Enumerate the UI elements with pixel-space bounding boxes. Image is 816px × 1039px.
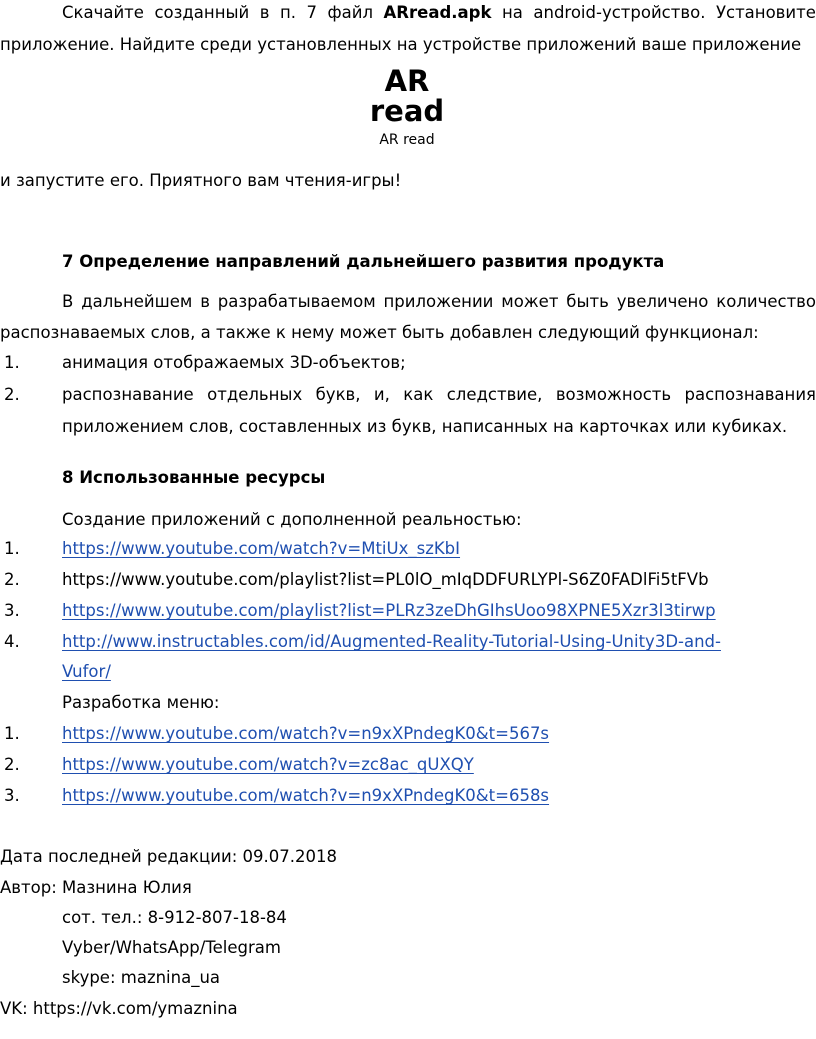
resource-link[interactable]: http://www.instructables.com/id/Augmented-Reality-Tutorial-Using-Unity3D-and- (62, 632, 721, 651)
author-phone: сот. тел.: 8-912-807-18-84 (62, 908, 287, 927)
resource-url-text: https://www.youtube.com/playlist?list=PL0lO_mIqDDFURLYPl-S6Z0FADlFi5tFVb (62, 570, 709, 589)
author-name: Мазнина Юлия (62, 878, 192, 897)
intro-word: Установите (715, 3, 816, 22)
paragraph-word: в (200, 292, 210, 311)
paragraph-word: разрабатываемом (217, 292, 376, 311)
last-edit-date: Дата последней редакции: 09.07.2018 (0, 847, 338, 866)
intro-word: Скачайте (62, 3, 144, 22)
ar-resources-label: Создание приложений с дополненной реальностью: (62, 510, 522, 529)
list-word: отдельных (207, 385, 303, 404)
intro-line-1 (62, 2, 816, 24)
intro-word: android-устройство. (533, 3, 706, 22)
section-7-paragraph-line-1 (62, 291, 816, 313)
resource-link[interactable]: https://www.youtube.com/watch?v=n9xXPndegK0&t=658s (62, 786, 550, 805)
resource-link[interactable]: https://www.youtube.com/watch?v=MtiUx_szKbI (62, 539, 461, 558)
app-icon-word-read: read (369, 94, 445, 128)
author-vk: VK: https://vk.com/ymaznina (0, 999, 238, 1018)
list-word: распознавания (684, 385, 816, 404)
author-messengers: Vyber/WhatsApp/Telegram (62, 938, 281, 957)
list-word: следствие, (446, 385, 543, 404)
list-item-text: анимация отображаемых 3D-объектов; (62, 353, 406, 372)
list-word: распознавание (62, 385, 194, 404)
list-item-text-line-2: приложением слов, составленных из букв, написанных на карточках или кубиках. (62, 417, 788, 436)
ar-read-app-icon (365, 66, 449, 148)
menu-resources-label: Разработка меню: (62, 693, 220, 712)
author-row (0, 877, 816, 899)
list-number: 2. (4, 385, 20, 404)
intro-word: на (501, 3, 523, 22)
section-7-heading: 7 Определение направлений дальнейшего развития продукта (62, 252, 665, 271)
app-icon-caption: AR read (379, 132, 435, 148)
list-number: 4. (4, 632, 20, 651)
intro-word: п. (279, 3, 297, 22)
list-number: 3. (4, 601, 20, 620)
paragraph-word: В (62, 292, 74, 311)
list-number: 3. (4, 786, 20, 805)
paragraph-word: количество (716, 292, 816, 311)
list-word: как (403, 385, 434, 404)
list-number: 2. (4, 755, 20, 774)
intro-line-2: приложение. Найдите среди установленных на устройстве приложений ваше приложение (0, 35, 802, 54)
list-word: возможность (555, 385, 672, 404)
author-skype: skype: maznina_ua (62, 968, 221, 987)
paragraph-word: дальнейшем (81, 292, 193, 311)
app-icon-word-ar: AR (384, 64, 430, 98)
apk-file-name: ARread.apk (383, 3, 492, 22)
resource-link[interactable]: https://www.youtube.com/watch?v=zc8ac_qUXQY (62, 755, 474, 774)
list-number: 1. (4, 353, 20, 372)
paragraph-word: может (501, 292, 559, 311)
list-word: букв, (315, 385, 361, 404)
author-label: Автор: (0, 878, 57, 897)
paragraph-word: быть (566, 292, 609, 311)
list-number: 1. (4, 724, 20, 743)
list-item-text-line-1 (62, 384, 816, 406)
paragraph-word: увеличено (616, 292, 709, 311)
intro-word: 7 (306, 3, 318, 22)
paragraph-word: приложении (383, 292, 494, 311)
section-8-heading: 8 Использованные ресурсы (62, 468, 326, 487)
section-7-paragraph-line-2: распознаваемых слов, а также к нему может быть добавлен следующий функционал: (0, 323, 759, 342)
resource-link-continuation[interactable]: Vufor/ (62, 662, 111, 681)
list-number: 2. (4, 570, 20, 589)
intro-word: созданный (154, 3, 250, 22)
intro-line-3: и запустите его. Приятного вам чтения-игры! (0, 171, 402, 190)
intro-word: в (259, 3, 270, 22)
list-word: и, (373, 385, 390, 404)
list-number: 1. (4, 539, 20, 558)
resource-link[interactable]: https://www.youtube.com/playlist?list=PLRz3zeDhGIhsUoo98XPNE5Xzr3l3tirwp (62, 601, 716, 620)
intro-word: файл (327, 3, 374, 22)
resource-link[interactable]: https://www.youtube.com/watch?v=n9xXPndegK0&t=567s (62, 724, 550, 743)
